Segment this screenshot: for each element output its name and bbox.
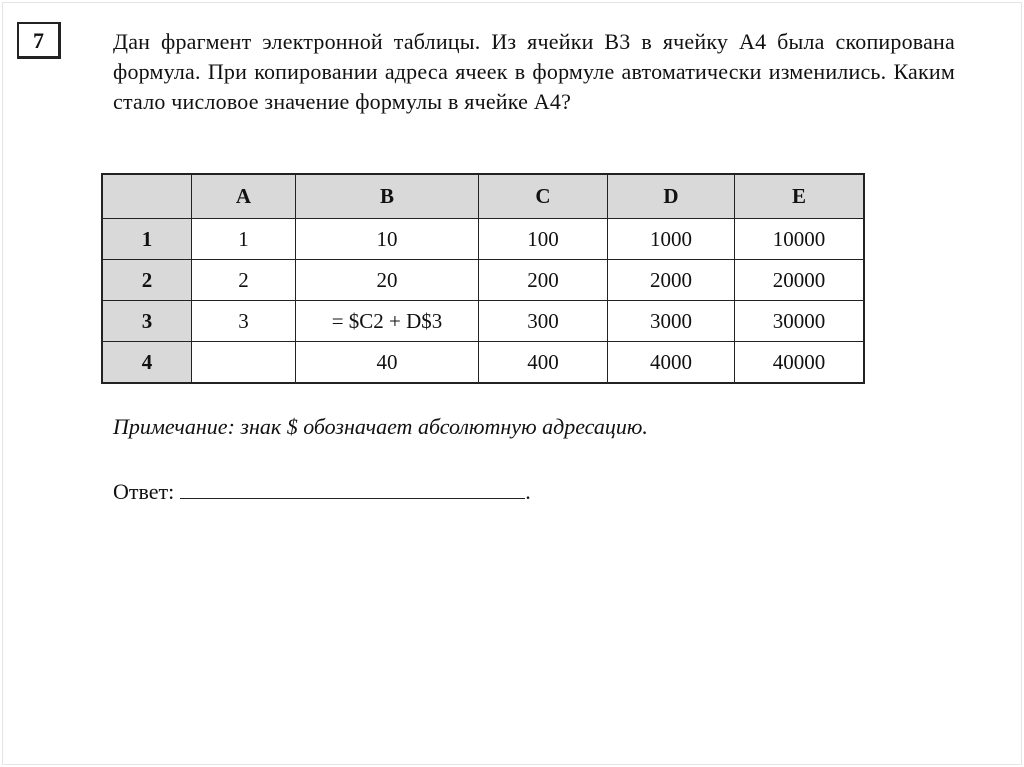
table-row	[102, 342, 864, 384]
answer-suffix: .	[525, 479, 531, 504]
column-header: D	[608, 174, 735, 219]
row-header: 2	[102, 260, 192, 301]
cell	[192, 342, 296, 384]
cell: 3	[192, 301, 296, 342]
column-header: B	[296, 174, 479, 219]
table-header-row	[102, 174, 864, 219]
cell: 300	[479, 301, 608, 342]
answer-label: Ответ:	[113, 479, 175, 504]
cell: 40000	[735, 342, 865, 384]
cell: 20000	[735, 260, 865, 301]
cell: 1000	[608, 219, 735, 260]
row-header: 3	[102, 301, 192, 342]
cell: 4000	[608, 342, 735, 384]
spreadsheet-table	[101, 173, 865, 384]
cell: 10000	[735, 219, 865, 260]
cell: 10	[296, 219, 479, 260]
cell: 400	[479, 342, 608, 384]
column-header: A	[192, 174, 296, 219]
corner-cell	[102, 174, 192, 219]
note-text: Примечание: знак $ обозначает абсолютную адресацию.	[113, 414, 648, 439]
cell: 3000	[608, 301, 735, 342]
cell: 200	[479, 260, 608, 301]
row-header: 1	[102, 219, 192, 260]
column-header: C	[479, 174, 608, 219]
cell: 20	[296, 260, 479, 301]
table-row	[102, 260, 864, 301]
column-header: E	[735, 174, 865, 219]
question-text: Дан фрагмент электронной таблицы. Из ячейки B3 в ячейку A4 была скопирована формула. При копировании адреса ячеек в формуле автоматически изменились. Каким стало числовое значение формулы в ячейке A4?	[113, 29, 955, 114]
row-header: 4	[102, 342, 192, 384]
cell: 30000	[735, 301, 865, 342]
formula-cell: = $C2 + D$3	[296, 301, 479, 342]
cell: 1	[192, 219, 296, 260]
cell: 2	[192, 260, 296, 301]
question-number: 7	[17, 22, 61, 59]
answer-row	[113, 478, 531, 505]
table-row	[102, 301, 864, 342]
table-row	[102, 219, 864, 260]
cell: 40	[296, 342, 479, 384]
cell: 100	[479, 219, 608, 260]
cell: 2000	[608, 260, 735, 301]
answer-blank-line[interactable]	[180, 478, 525, 499]
